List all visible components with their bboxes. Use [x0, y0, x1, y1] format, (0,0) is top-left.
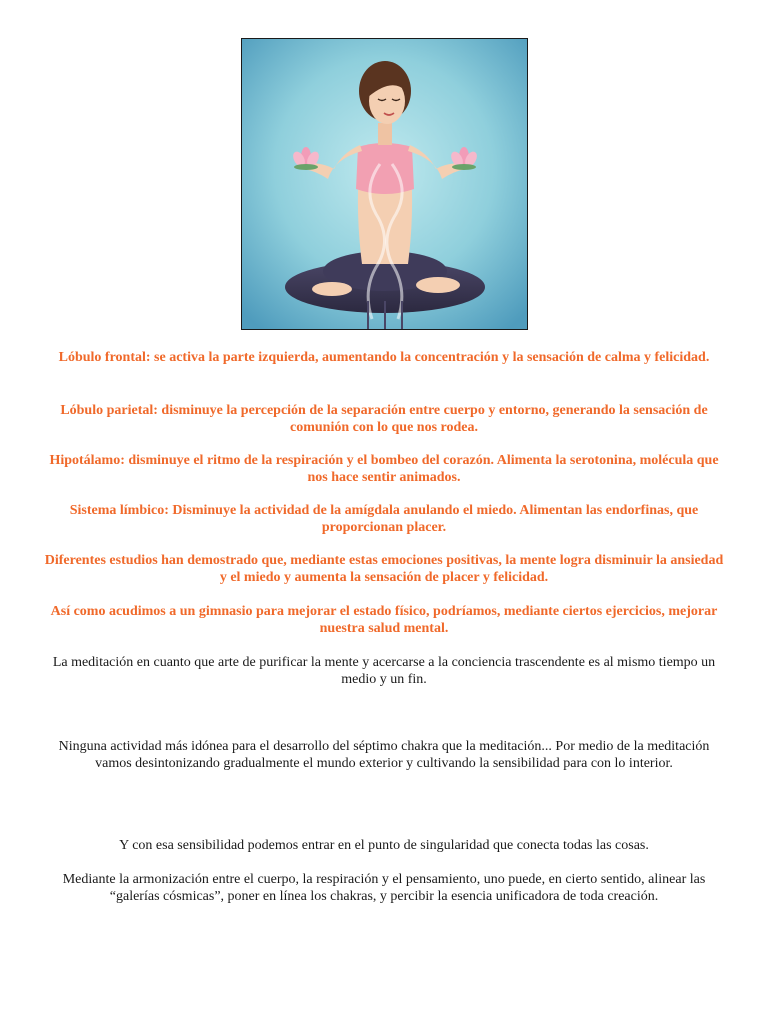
paragraph-hipotalamo: Hipotálamo: disminuye el ritmo de la respiración y el bombeo del corazón. Alimenta la serotonina, molécula que nos hace sentir animados.: [49, 453, 719, 485]
paragraph-sistema-limbico: Sistema límbico: Disminuye la actividad de la amígdala anulando el miedo. Alimentan las endorfinas, que proporcionan placer.: [69, 503, 699, 535]
paragraph-meditacion-arte: La meditación en cuanto que arte de purificar la mente y acercarse a la conciencia trascendente es al mismo tiempo un medio y un fin.: [52, 655, 716, 687]
paragraph-singularidad: Y con esa sensibilidad podemos entrar en el punto de singularidad que conecta todas las cosas.: [119, 838, 649, 853]
neck: [378, 123, 392, 145]
paragraph-gimnasio: Así como acudimos a un gimnasio para mejorar el estado físico, podríamos, mediante ciertos ejercicios, mejorar nuestra salud mental.: [50, 604, 718, 636]
right-foot: [416, 277, 460, 293]
paragraph-armonizacion: Mediante la armonización entre el cuerpo, la respiración y el pensamiento, uno puede, en cierto sentido, alinear las “galerías cósmicas”, poner en línea los chakras, y percibir la esencia unificadora de toda creación.: [62, 872, 706, 904]
sports-top: [356, 143, 414, 194]
meditation-illustration: [241, 38, 528, 330]
meditating-woman-illustration-icon: [242, 39, 527, 329]
paragraph-lobulo-parietal: Lóbulo parietal: disminuye la percepción de la separación entre cuerpo y entorno, generando la sensación de comunión con lo que nos rodea.: [60, 403, 708, 435]
left-foot: [312, 282, 352, 296]
paragraph-septimo-chakra: Ninguna actividad más idónea para el desarrollo del séptimo chakra que la meditación... Por medio de la meditación vamos desintonizando gradualmente el mundo exterior y cultivando la sensibilidad para con lo interior.: [58, 739, 710, 771]
paragraph-estudios: Diferentes estudios han demostrado que, mediante estas emociones positivas, la mente logra disminuir la ansiedad y el miedo y aumenta la sensación de placer y felicidad.: [44, 553, 724, 585]
paragraph-lobulo-frontal: Lóbulo frontal: se activa la parte izquierda, aumentando la concentración y la sensación de calma y felicidad.: [58, 350, 710, 365]
